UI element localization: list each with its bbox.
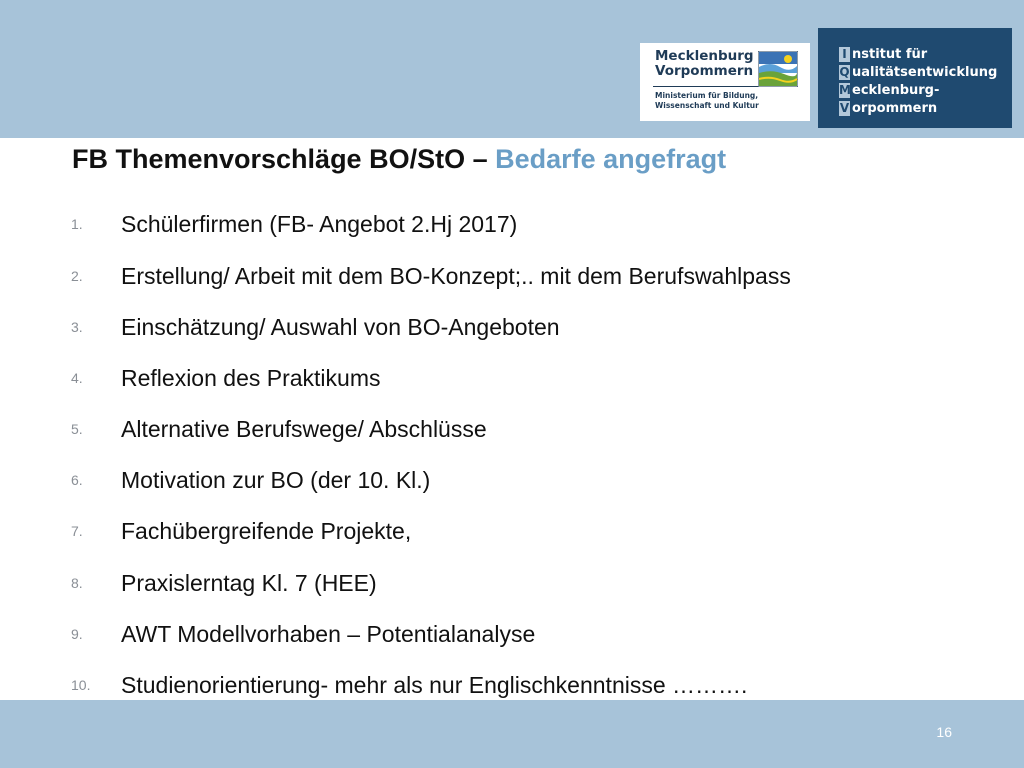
list-item-text: Fachübergreifende Projekte, (121, 518, 412, 544)
list-item-text: AWT Modellvorhaben – Potentialanalyse (121, 621, 536, 647)
mv-logo-name (655, 49, 754, 79)
iq-logo-text-4: orpommern (852, 101, 938, 116)
mv-logo-divider (653, 86, 759, 87)
list-item-number: 5. (71, 421, 83, 437)
slide-title (72, 144, 726, 175)
iq-logo-letter-i: I (839, 47, 850, 62)
slide-title-highlight: Bedarfe angefragt (495, 144, 727, 174)
iq-logo-letter-q: Q (839, 65, 850, 79)
iq-logo-line-1 (839, 46, 927, 63)
mv-logo-name-line-1: Mecklenburg (655, 48, 754, 64)
list-item-number: 8. (71, 575, 83, 591)
iq-logo-text-3: ecklenburg- (852, 83, 940, 98)
iq-logo-text-1: nstitut für (852, 47, 928, 62)
mv-emblem-icon (758, 51, 798, 87)
iq-logo-letter-m: M (839, 83, 851, 97)
iq-logo-line-3 (839, 82, 939, 99)
iq-logo-line-2 (839, 64, 997, 81)
mv-logo-subtitle (655, 91, 759, 111)
slide-title-main: FB Themenvorschläge BO/StO – (72, 144, 496, 174)
list-item-text: Erstellung/ Arbeit mit dem BO-Konzept;.. mit dem Berufswahlpass (121, 263, 791, 289)
list-item-text: Alternative Berufswege/ Abschlüsse (121, 416, 487, 442)
list-item-text: Studienorientierung- mehr als nur Englischkenntnisse ………. (121, 672, 748, 698)
list-item-number: 4. (71, 370, 83, 386)
mv-logo-subtitle-line-2: Wissenschaft und Kultur (655, 101, 759, 110)
list-item-number: 9. (71, 626, 83, 642)
mv-logo-name-line-2: Vorpommern (655, 63, 754, 79)
iq-logo-line-4 (839, 100, 937, 117)
page-number: 16 (936, 724, 952, 740)
list-item-text: Praxislerntag Kl. 7 (HEE) (121, 570, 377, 596)
list-item-text: Motivation zur BO (der 10. Kl.) (121, 467, 431, 493)
list-item-text: Schülerfirmen (FB- Angebot 2.Hj 2017) (121, 211, 518, 237)
list-item-number: 2. (71, 268, 83, 284)
iq-mv-logo (818, 28, 1012, 128)
footer-band (0, 700, 1024, 768)
list-item-number: 1. (71, 216, 83, 232)
iq-logo-text-2: ualitätsentwicklung (852, 65, 998, 80)
mecklenburg-vorpommern-logo (640, 43, 810, 121)
iq-logo-letter-v: V (839, 101, 850, 115)
mv-logo-subtitle-line-1: Ministerium für Bildung, (655, 91, 759, 100)
list-item-number: 3. (71, 319, 83, 335)
list-item-text: Einschätzung/ Auswahl von BO-Angeboten (121, 314, 560, 340)
list-item-text: Reflexion des Praktikums (121, 365, 381, 391)
list-item-number: 7. (71, 523, 83, 539)
list-item-number: 6. (71, 472, 83, 488)
list-item-number: 10. (71, 677, 91, 693)
